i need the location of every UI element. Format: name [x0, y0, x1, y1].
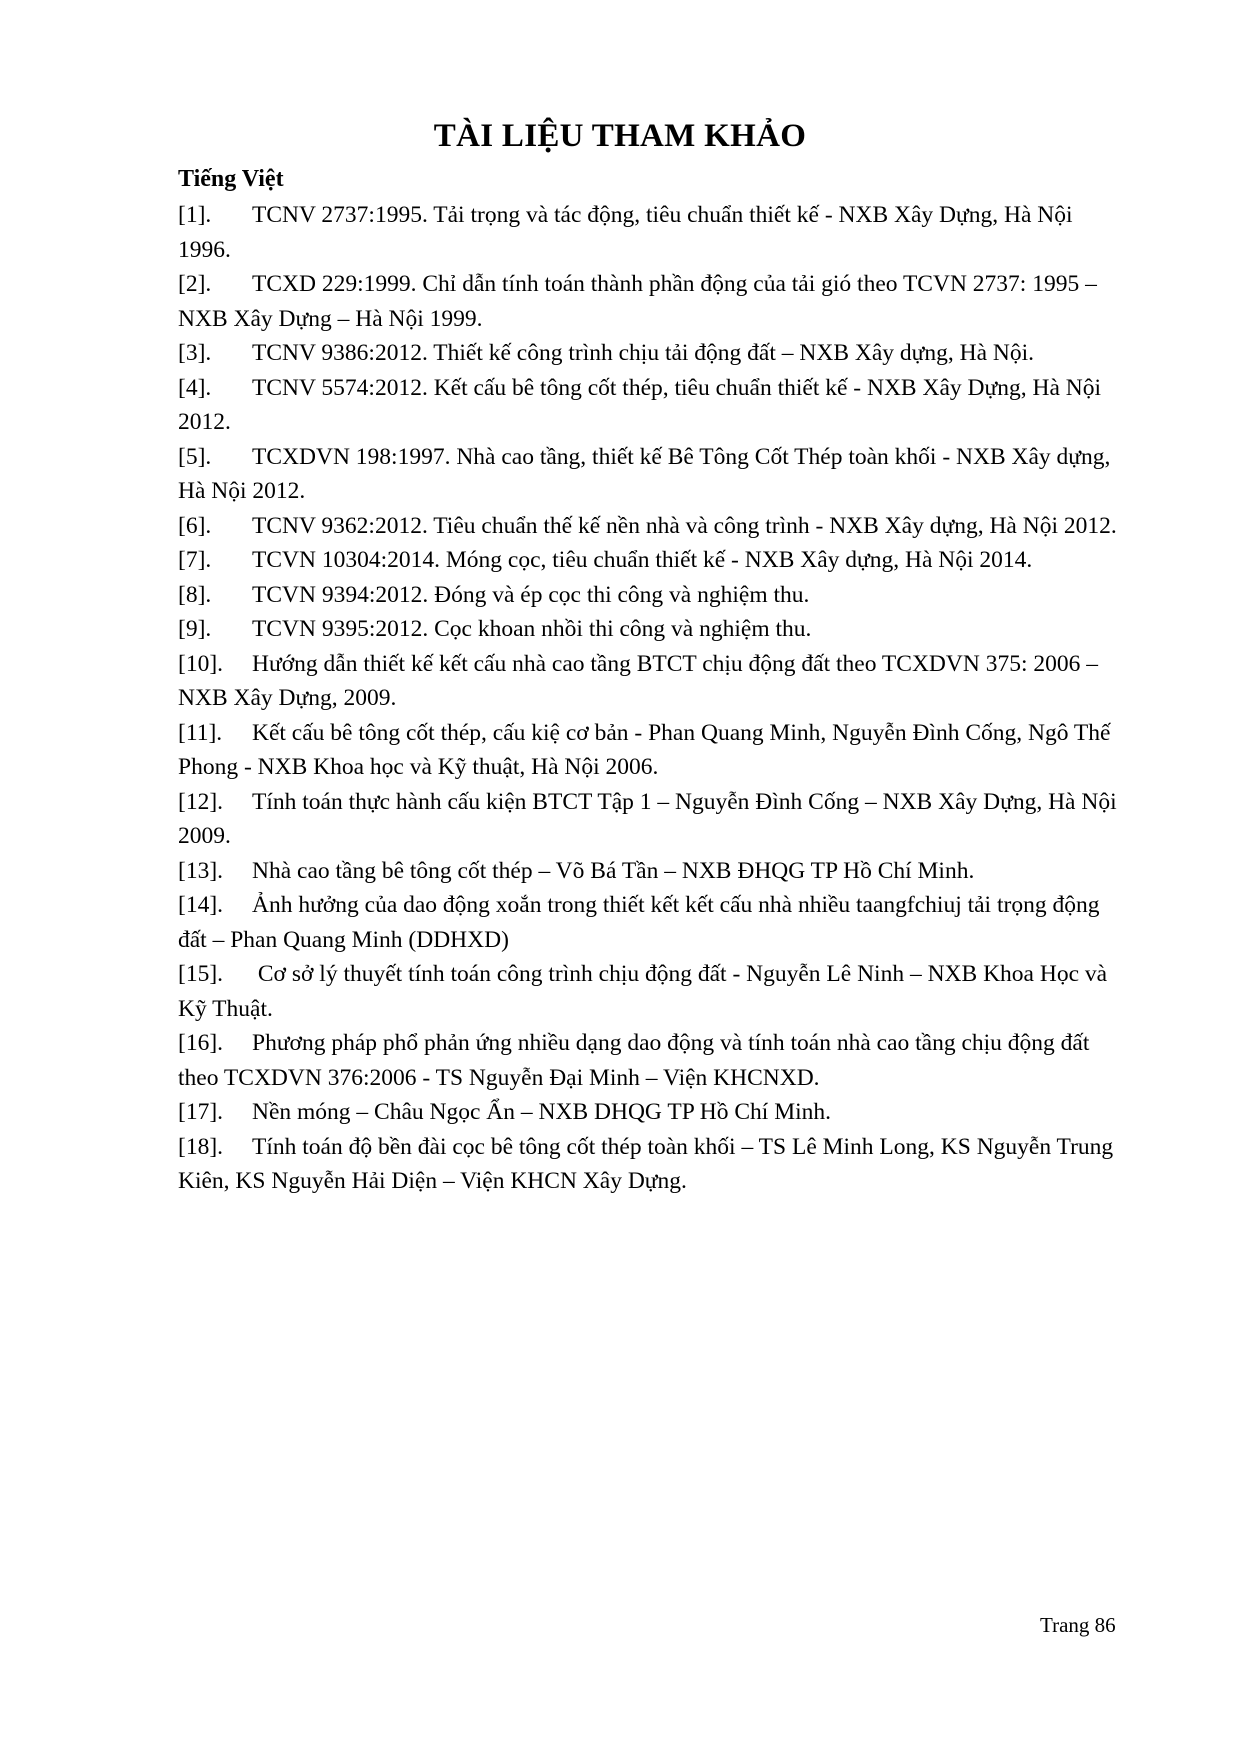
reference-item	[178, 578, 1124, 613]
reference-number: [5].	[178, 443, 212, 470]
reference-item	[178, 1130, 1124, 1199]
reference-text: Nền móng – Châu Ngọc Ẩn – NXB DHQG TP Hồ Chí Minh.	[252, 1099, 832, 1125]
page-number: Trang 86	[1040, 1613, 1116, 1637]
reference-number: [4].	[178, 374, 212, 401]
reference-text: Nhà cao tầng bê tông cốt thép – Võ Bá Tần – NXB ĐHQG TP Hồ Chí Minh.	[252, 857, 975, 884]
reference-text: TCVN 9394:2012. Đóng và ép cọc thi công và nghiệm thu.	[252, 581, 810, 608]
reference-list	[178, 198, 1124, 1199]
reference-number: [1].	[178, 202, 212, 228]
reference-number: [6].	[178, 512, 212, 539]
reference-number: [9].	[178, 616, 212, 642]
reference-item	[178, 716, 1124, 785]
reference-item	[178, 1026, 1124, 1095]
reference-text: TCNV 5574:2012. Kết cấu bê tông cốt thép, tiêu chuẩn thiết kế - NXB Xây Dựng, Hà Nội 2012.	[178, 374, 1101, 435]
reference-item	[178, 440, 1124, 509]
reference-number: [16].	[178, 1030, 224, 1056]
reference-item	[178, 198, 1124, 267]
reference-text: Tính toán thực hành cấu kiện BTCT Tập 1 – Nguyễn Đình Cống – NXB Xây Dựng, Hà Nội 2009.	[178, 788, 1117, 849]
reference-text: Tính toán độ bền đài cọc bê tông cốt thép toàn khối – TS Lê Minh Long, KS Nguyễn Trung Kiên, KS Nguyễn Hải Diện – Viện KHCN Xây Dựng.	[178, 1133, 1114, 1194]
reference-text: Hướng dẫn thiết kế kết cấu nhà cao tầng BTCT chịu động đất theo TCXDVN 375: 2006 – NXB Xây Dựng, 2009.	[178, 650, 1098, 711]
reference-number: [18].	[178, 1133, 224, 1160]
reference-number: [15].	[178, 961, 224, 987]
reference-item	[178, 612, 1124, 647]
reference-item	[178, 371, 1124, 440]
reference-text: TCXD 229:1999. Chỉ dẫn tính toán thành phần động của tải gió theo TCVN 2737: 1995 – NXB Xây Dựng – Hà Nội 1999.	[178, 271, 1097, 332]
reference-text: Ảnh hưởng của dao động xoắn trong thiết kết kết cấu nhà nhiều taangfchiuj tải trọng động đất – Phan Quang Minh (DDHXD)	[178, 892, 1100, 953]
reference-text: TCXDVN 198:1997. Nhà cao tầng, thiết kế Bê Tông Cốt Thép toàn khối - NXB Xây dựng, Hà Nội 2012.	[178, 443, 1111, 504]
reference-item	[178, 647, 1124, 716]
reference-number: [3].	[178, 340, 212, 366]
reference-number: [17].	[178, 1099, 224, 1125]
reference-item	[178, 854, 1124, 889]
section-heading: Tiếng Việt	[178, 166, 284, 192]
reference-number: [14].	[178, 892, 224, 918]
reference-number: [10].	[178, 650, 224, 677]
reference-item	[178, 336, 1124, 371]
reference-text: TCVN 10304:2014. Móng cọc, tiêu chuẩn thiết kế - NXB Xây dựng, Hà Nội 2014.	[252, 547, 1033, 573]
reference-text: TCNV 2737:1995. Tải trọng và tác động, tiêu chuẩn thiết kế - NXB Xây Dựng, Hà Nội 1996.	[178, 202, 1073, 263]
reference-number: [2].	[178, 271, 212, 297]
reference-text: Phương pháp phổ phản ứng nhiều dạng dao động và tính toán nhà cao tầng chịu động đất theo TCXDVN 376:2006 - TS Nguyễn Đại Minh – Viện KHCNXD.	[178, 1030, 1090, 1091]
reference-item	[178, 888, 1124, 957]
reference-text: Kết cấu bê tông cốt thép, cấu kiệ cơ bản - Phan Quang Minh, Nguyễn Đình Cống, Ngô Thế Phong - NXB Khoa học và Kỹ thuật, Hà Nội 2006.	[178, 719, 1111, 780]
reference-text: TCVN 9395:2012. Cọc khoan nhồi thi công và nghiệm thu.	[252, 616, 812, 642]
reference-item	[178, 543, 1124, 578]
page-title: TÀI LIỆU THAM KHẢO	[433, 118, 807, 154]
reference-text: TCNV 9362:2012. Tiêu chuẩn thế kế nền nhà và công trình - NXB Xây dựng, Hà Nội 2012.	[252, 512, 1117, 539]
reference-text: TCNV 9386:2012. Thiết kế công trình chịu tải động đất – NXB Xây dựng, Hà Nội.	[252, 340, 1035, 366]
reference-number: [8].	[178, 581, 212, 608]
reference-number: [13].	[178, 857, 224, 884]
reference-number: [12].	[178, 788, 224, 815]
reference-number: [11].	[178, 719, 223, 746]
reference-item	[178, 785, 1124, 854]
reference-number: [7].	[178, 547, 212, 573]
reference-item	[178, 509, 1124, 544]
reference-item	[178, 1095, 1124, 1130]
reference-text: Cơ sở lý thuyết tính toán công trình chịu động đất - Nguyễn Lê Ninh – NXB Khoa Học và Kỹ Thuật.	[178, 961, 1108, 1022]
reference-item	[178, 267, 1124, 336]
reference-item	[178, 957, 1124, 1026]
